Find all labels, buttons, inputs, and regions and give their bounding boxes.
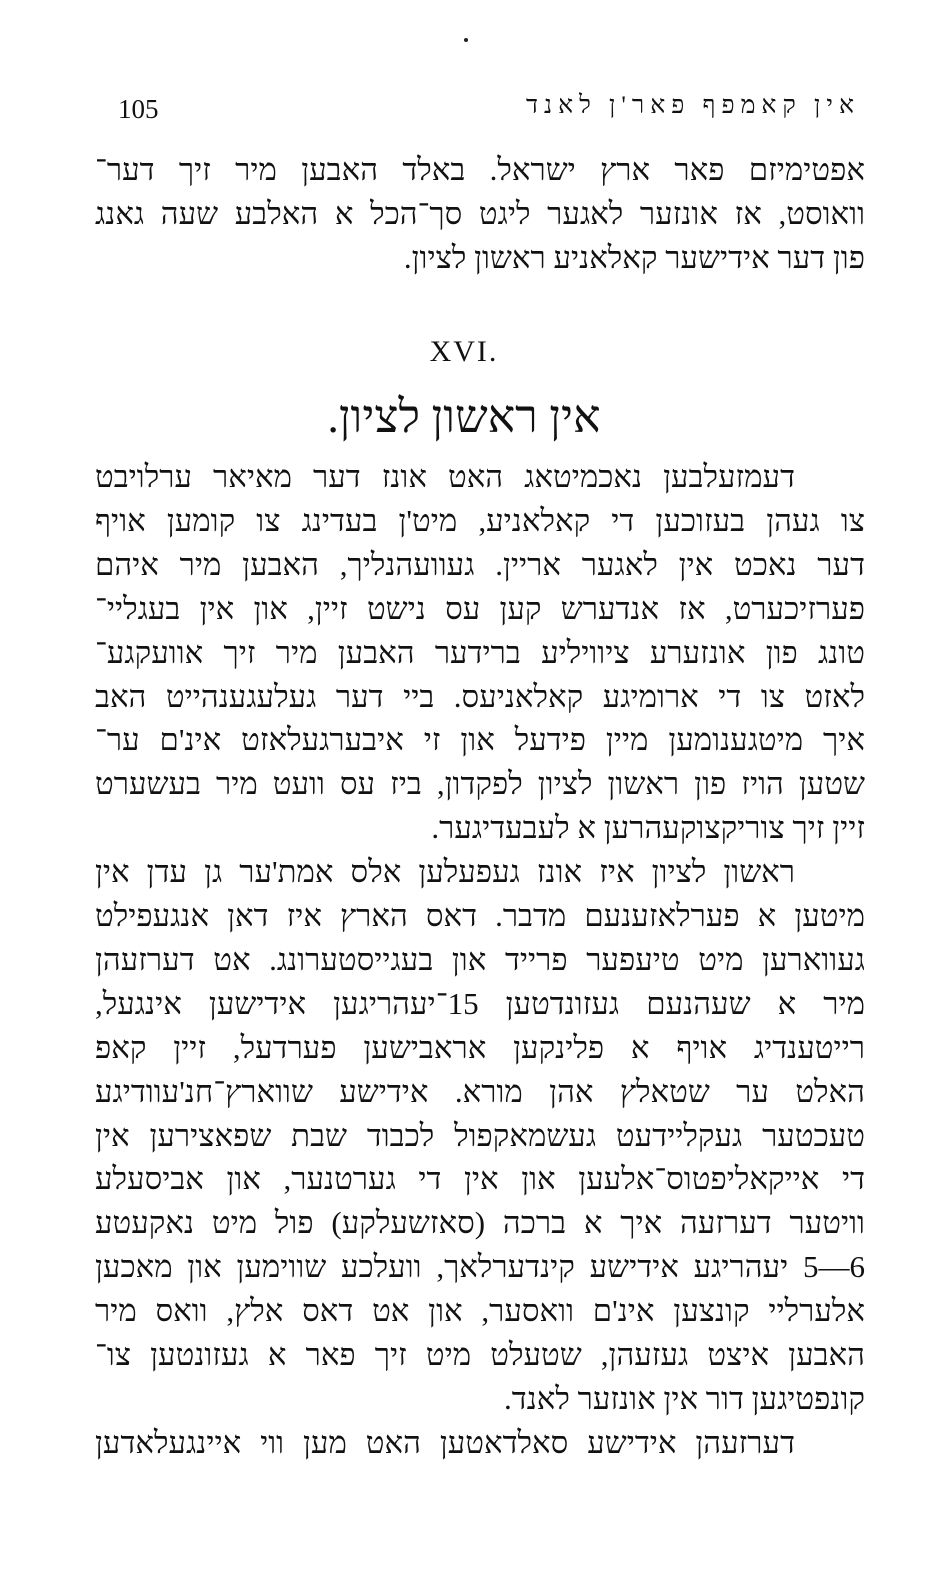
- chapter-title: אין ראשון לציון.: [327, 391, 601, 442]
- text-line: דער נאכט אין לאגער אריין. געוועהנליך, האבען מיר איהם: [95, 546, 865, 582]
- text-line: מיר א שעהנעם געזונדטען 15־יעהריגען אידישען אינגעל,: [95, 985, 866, 1021]
- text-line: שטען הויז פון ראשון לציון לפקדון, ביז עס וועט מיר בעשערט: [95, 766, 865, 802]
- text-line: איך מיטגענומען מיין פידעל און זי איבערגעלאזט אינ'ם ער־: [95, 722, 865, 758]
- text-line: וואוסט, אז אונזער לאגער ליגט סך־הכל א האלבע שעה גאנג: [95, 196, 865, 231]
- page-number: 105: [118, 94, 159, 124]
- text-line: רייטענדיג אויף א פלינקען אראבישען פערדעל, זיין קאפ: [95, 1029, 865, 1065]
- text-line: דערזעהן אידישע סאלדאטען האט מען ווי איינגעלאדען: [95, 1424, 795, 1460]
- text-line: טעכטער געקליידעט געשמאקפול לכבוד שבת שפאצירען אין: [95, 1117, 865, 1153]
- text-line: האבען איצט געזעהן, שטעלט מיט זיך פאר א געזונטען צו־: [95, 1337, 865, 1372]
- text-line: אלערליי קונצען אינ'ם וואסער, און אט דאס אלץ, וואס מיר: [95, 1293, 865, 1329]
- text-line: זיין זיך צוריקצוקעהרען א לעבעדיגער.: [431, 810, 865, 846]
- text-line: טונג פון אונזערע ציוויליע ברידער האבען מיר זיך אוועקגע־: [95, 634, 865, 670]
- text-line: מיטען א פערלאזענעם מדבר. דאס הארץ איז דאן אנגעפילט: [95, 898, 865, 933]
- text-line: צו געהן בעזוכען די קאלאניע, מיט'ן בעדינג צו קומען אויף: [95, 502, 865, 538]
- text-line: דעמזעלבען נאכמיטאג האט אונז דער מאיאר ערלויבט: [95, 459, 795, 494]
- text-line: ראשון לציון איז אונז געפעלען אלס אמת'ער גן עדן אין: [95, 854, 795, 890]
- text-line: קונפטיגען דור אין אונזער לאנד.: [504, 1380, 865, 1416]
- text-line: פון דער אידישער קאלאניע ראשון לציון.: [403, 240, 865, 275]
- text-line: פערזיכערט, אז אנדערש קען עס נישט זיין, און אין בעגליי־: [95, 590, 865, 626]
- text-line: געווארען מיט טיעפער פרייד און בעגייסטערונג. אט דערזעהן: [95, 941, 865, 977]
- text-line: האלט ער שטאלץ אהן מורא. אידישע שווארץ־חנ'עוודיגע: [95, 1073, 865, 1109]
- text-line: וויטער דערזעה איך א ברכה (סאזשעלקע) פול מיט נאקעטע: [95, 1205, 865, 1241]
- text-line: אפטימיזם פאר ארץ ישראל. באלד האבען מיר זיך דער־: [95, 152, 865, 187]
- text-line: 6—5 יעהריגע אידישע קינדערלאך, וועלכע שווימען און מאכען: [95, 1249, 865, 1285]
- scan-speck: [464, 38, 468, 42]
- text-line: לאזט צו די ארומיגע קאלאניעס. ביי דער געלעגענהייט האב: [95, 678, 865, 714]
- chapter-number: XVI.: [429, 335, 499, 368]
- running-title: אין קאמפף פאר'ן לאנד: [525, 92, 860, 119]
- text-line: די אייקאליפטוס־אלעען און אין די גערטנער, און אביסעלע: [95, 1161, 865, 1197]
